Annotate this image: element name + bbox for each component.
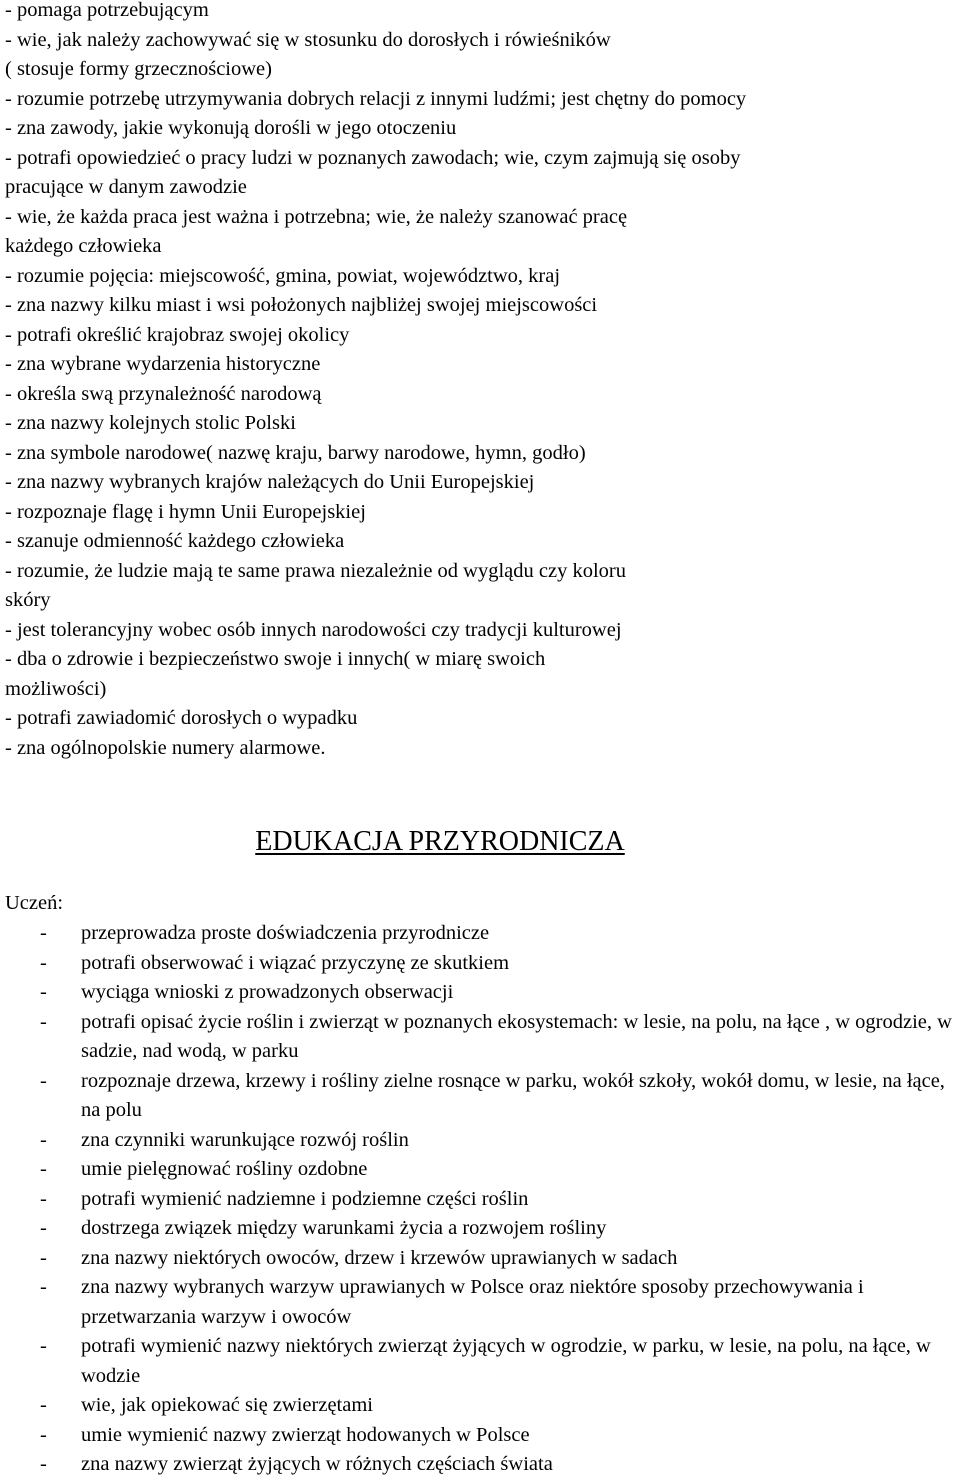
list-item	[0, 978, 956, 1008]
text-line: - rozumie potrzebę utrzymywania dobrych relacji z innymi ludźmi; jest chętny do pomocy	[5, 87, 747, 110]
list-item-text: potrafi opisać życie roślin i zwierząt w poznanych ekosystemach: w lesie, na polu, na łące , w ogrodzie, w sadzie, nad wodą, w parku	[81, 1010, 952, 1062]
list-item	[0, 1391, 956, 1421]
text-line: - zna nazwy kolejnych stolic Polski	[5, 412, 296, 434]
list-item	[0, 1332, 956, 1391]
dash-marker: -	[40, 1158, 47, 1180]
text-line: - potrafi określić krajobraz swojej okolicy	[5, 323, 350, 346]
list-item	[0, 1185, 956, 1215]
list-item-text: zna czynniki warunkujące rozwój roślin	[81, 1128, 409, 1151]
dash-marker: -	[40, 1423, 47, 1446]
text-line: - zna ogólnopolskie numery alarmowe.	[5, 736, 326, 759]
list-item	[0, 1155, 956, 1185]
text-line: - zna nazwy wybranych krajów należących do Unii Europejskiej	[5, 471, 535, 493]
dash-marker: -	[40, 1010, 47, 1033]
list-item-text: rozpoznaje drzewa, krzewy i rośliny zielne rosnące w parku, wokół szkoły, wokół domu, w lesie, na łące, na polu	[81, 1069, 945, 1121]
text-line: pracujące w danym zawodzie	[5, 176, 247, 198]
text-line: - zna wybrane wydarzenia historyczne	[5, 353, 321, 375]
list-item	[0, 1067, 956, 1126]
list-item	[0, 1214, 956, 1244]
dash-marker: -	[40, 1246, 47, 1269]
text-line: - rozumie, że ludzie mają te same prawa niezależnie od wyglądu czy koloru	[5, 559, 626, 582]
list-item-text: wie, jak opiekować się zwierzętami	[81, 1394, 373, 1416]
list-item	[0, 1008, 956, 1067]
list-item-text: zna nazwy wybranych warzyw uprawianych w Polsce oraz niektóre sposoby przechowywania i przetwarzania warzyw i owoców	[81, 1276, 864, 1328]
list-item	[0, 1273, 956, 1332]
text-line: - określa swą przynależność narodową	[5, 382, 322, 405]
text-line: ( stosuje formy grzecznościowe)	[5, 58, 272, 80]
dash-marker: -	[40, 1335, 47, 1357]
text-line: - pomaga potrzebującym	[5, 0, 209, 21]
list-item	[0, 1126, 956, 1156]
text-line: - potrafi zawiadomić dorosłych o wypadku	[5, 707, 358, 729]
dash-marker: -	[40, 951, 47, 974]
dash-marker: -	[40, 1394, 47, 1416]
text-line: - wie, jak należy zachowywać się w stosunku do dorosłych i rówieśników	[5, 28, 611, 51]
dash-marker: -	[40, 1217, 47, 1239]
text-line: - zna zawody, jakie wykonują dorośli w jego otoczeniu	[5, 117, 457, 139]
text-line: możliwości)	[5, 677, 107, 700]
dash-marker: -	[40, 922, 47, 944]
dash-marker: -	[40, 1453, 47, 1475]
list-item-text: przeprowadza proste doświadczenia przyrodnicze	[81, 922, 490, 944]
text-line: każdego człowieka	[5, 235, 162, 257]
list-item-text: zna nazwy zwierząt żyjących w różnych częściach świata	[81, 1453, 553, 1475]
section-intro: Uczeń:	[5, 892, 64, 914]
list-item	[0, 1421, 956, 1451]
dash-marker: -	[40, 1128, 47, 1151]
list-item	[0, 919, 956, 949]
list-item-text: potrafi wymienić nadziemne i podziemne części roślin	[81, 1187, 529, 1210]
nature-education-list	[0, 919, 960, 1480]
dash-marker: -	[40, 1187, 47, 1210]
text-line: - szanuje odmienność każdego człowieka	[5, 530, 345, 552]
social-education-list	[5, 0, 955, 763]
dash-marker: -	[40, 981, 47, 1003]
text-line: - rozpoznaje flagę i hymn Unii Europejskiej	[5, 500, 366, 523]
list-item-text: potrafi wymienić nazwy niektórych zwierząt żyjących w ogrodzie, w parku, w lesie, na polu, na łące, w wodzie	[81, 1335, 931, 1387]
text-line: skóry	[5, 589, 51, 611]
list-item-text: umie pielęgnować rośliny ozdobne	[81, 1158, 368, 1180]
list-item-text: umie wymienić nazwy zwierząt hodowanych w Polsce	[81, 1423, 530, 1446]
list-item-text: dostrzega związek między warunkami życia a rozwojem rośliny	[81, 1217, 607, 1239]
dash-marker: -	[40, 1069, 47, 1092]
section-heading: EDUKACJA PRZYRODNICZA	[255, 826, 625, 857]
list-item	[0, 1450, 956, 1480]
text-line: - potrafi opowiedzieć o pracy ludzi w poznanych zawodach; wie, czym zajmują się osoby	[5, 146, 741, 169]
dash-marker: -	[40, 1276, 47, 1298]
list-item	[0, 1244, 956, 1274]
text-line: - wie, że każda praca jest ważna i potrzebna; wie, że należy szanować pracę	[5, 205, 628, 228]
list-item-text: wyciąga wnioski z prowadzonych obserwacji	[81, 981, 454, 1003]
text-line: - zna symbole narodowe( nazwę kraju, barwy narodowe, hymn, godło)	[5, 441, 586, 464]
list-item-text: potrafi obserwować i wiązać przyczynę ze skutkiem	[81, 951, 510, 974]
list-item-text: zna nazwy niektórych owoców, drzew i krzewów uprawianych w sadach	[81, 1246, 678, 1269]
text-line: - rozumie pojęcia: miejscowość, gmina, powiat, województwo, kraj	[5, 264, 561, 287]
text-line: - dba o zdrowie i bezpieczeństwo swoje i innych( w miarę swoich	[5, 648, 546, 670]
text-line: - zna nazwy kilku miast i wsi położonych najbliżej swojej miejscowości	[5, 294, 598, 316]
text-line: - jest tolerancyjny wobec osób innych narodowości czy tradycji kulturowej	[5, 618, 622, 641]
list-item	[0, 949, 956, 979]
